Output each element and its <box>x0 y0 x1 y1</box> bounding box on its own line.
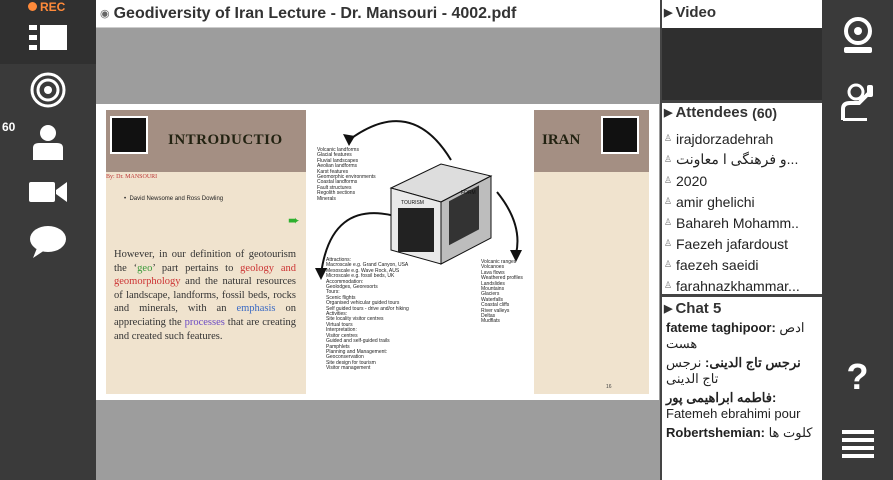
diagram-list-right: Volcanic ranges Volcanoes Lava flows Weathered profiles Landslides Mountains Glaciers Waterfalls Coastal cliffs River valleys Deltas Mudflats <box>481 259 523 325</box>
diagram-list-bottom: Attractions: Macroscale e.g. Grand Canyon, USA Mesoscale e.g. Wave Rock, AUS Microscale e.g. fossil beds, UK Accommodation: Geolodges, Georesorts Tours: Scenic flights Organised vehicular guided tours Self guided tours - drive and/or hiking Activities: Site locality visitor centres Virtual tours Interpretation: Visitor centres Guided and self-guided trails Pamphlets Planning and Management: Geoconservation Site design for tourism Visitor management <box>326 257 409 372</box>
person-icon: ♙ <box>664 217 673 227</box>
list-item[interactable]: ♙ 2020 <box>664 172 708 189</box>
list-item[interactable]: ♙ irajdorzadehrah <box>664 130 774 147</box>
slide-page-number: 16 <box>606 384 612 390</box>
slide-side-panel <box>534 172 649 394</box>
left-toolbar <box>0 0 96 480</box>
list-item[interactable]: ♙ و فرهنگی ا معاونت... <box>664 151 799 167</box>
university-logo-icon <box>601 116 639 154</box>
svg-text:FORM: FORM <box>461 190 476 196</box>
diagram-list-top: Volcanic landforms Glacial features Fluvial landscapes Aeolian landforms Karst features Geomorphic environments Coastal landforms Fault structures Regolith sections Minerals <box>317 147 376 202</box>
slide-authors: • David Newsome and Ross Dowling <box>124 196 224 202</box>
chat-bubble-icon <box>29 225 67 259</box>
list-item[interactable]: ♙ faezeh saeidi <box>664 256 759 273</box>
attendees-button[interactable] <box>0 114 96 170</box>
svg-text:TOURISM: TOURISM <box>401 200 424 206</box>
caret-right-icon: ▶ <box>664 107 673 119</box>
document-icon: ◉ <box>100 8 110 20</box>
list-item[interactable]: ♙ farahnazkhammar... <box>664 277 800 294</box>
raise-hand-icon <box>839 83 877 121</box>
video-camera-icon <box>29 180 67 204</box>
hamburger-menu-icon <box>842 428 874 460</box>
person-icon: ♙ <box>664 133 673 143</box>
pointer-arrow-icon: ➨ <box>288 212 300 228</box>
video-header[interactable]: ▶ Video <box>664 4 717 21</box>
camera-button[interactable] <box>0 164 96 220</box>
layout-button[interactable] <box>0 10 96 66</box>
divider <box>662 100 822 103</box>
person-icon <box>31 124 65 160</box>
side-panel <box>660 0 822 480</box>
caret-right-icon: ▶ <box>664 7 673 19</box>
chat-header[interactable]: ▶ Chat 5 <box>664 300 722 317</box>
chat-message: Robertshemian: کلوت ها <box>666 425 813 440</box>
presentation-slide <box>96 104 659 400</box>
university-logo-icon <box>110 116 148 154</box>
person-icon: ♙ <box>664 259 673 269</box>
person-icon: ♙ <box>664 154 673 164</box>
slide-heading-right: IRAN <box>542 132 581 148</box>
chat-message: فاطمه ابراهیمی پور: Fatemeh ebrahimi pour <box>666 390 801 421</box>
broadcast-button[interactable] <box>0 62 96 118</box>
chat-message: fateme taghipoor: ادص هست <box>666 320 805 351</box>
webcam-icon <box>841 17 875 55</box>
caret-right-icon: ▶ <box>664 303 673 315</box>
attendees-header[interactable]: ▶ Attendees (60) <box>664 104 778 121</box>
recording-indicator: REC <box>28 0 65 14</box>
layout-icon <box>29 25 67 51</box>
raise-hand-button[interactable] <box>822 80 893 124</box>
attendee-list <box>664 128 820 296</box>
list-item[interactable]: ♙ Bahareh Mohamm.. <box>664 214 799 231</box>
video-area <box>662 28 822 100</box>
document-header <box>96 0 660 28</box>
person-icon: ♙ <box>664 175 673 185</box>
chat-button[interactable] <box>0 214 96 270</box>
target-icon <box>29 71 67 109</box>
help-button[interactable]: ? <box>846 356 869 397</box>
person-icon: ♙ <box>664 238 673 248</box>
webcam-button[interactable] <box>822 14 893 58</box>
menu-button[interactable] <box>822 424 893 464</box>
slide-paragraph: However, in our definition of geotourism the ‘geo’ part pertains to geology and geomorphology and the natural resources of landscape, landforms, fossil beds, rocks and minerals, with an emphasis on appreciating the processes that are creating and created such features. <box>114 249 297 342</box>
person-icon: ♙ <box>664 196 673 206</box>
document-title: Geodiversity of Iran Lecture - Dr. Mansouri - 4002.pdf <box>113 4 517 22</box>
list-item[interactable]: ♙ Faezeh jafardoust <box>664 235 789 252</box>
slide-heading: INTRODUCTIO <box>168 132 283 148</box>
list-item[interactable]: ♙ amir ghelichi <box>664 193 755 210</box>
divider <box>662 294 822 297</box>
right-toolbar <box>822 0 893 480</box>
slide-byline: By: Dr. MANSOURI <box>106 174 158 180</box>
attendee-count-badge: 60 <box>2 120 16 134</box>
person-icon: ♙ <box>664 280 673 290</box>
chat-messages <box>666 320 820 444</box>
chat-message: نرجس تاج الدینی: نرجس تاج الدینی <box>666 355 801 386</box>
